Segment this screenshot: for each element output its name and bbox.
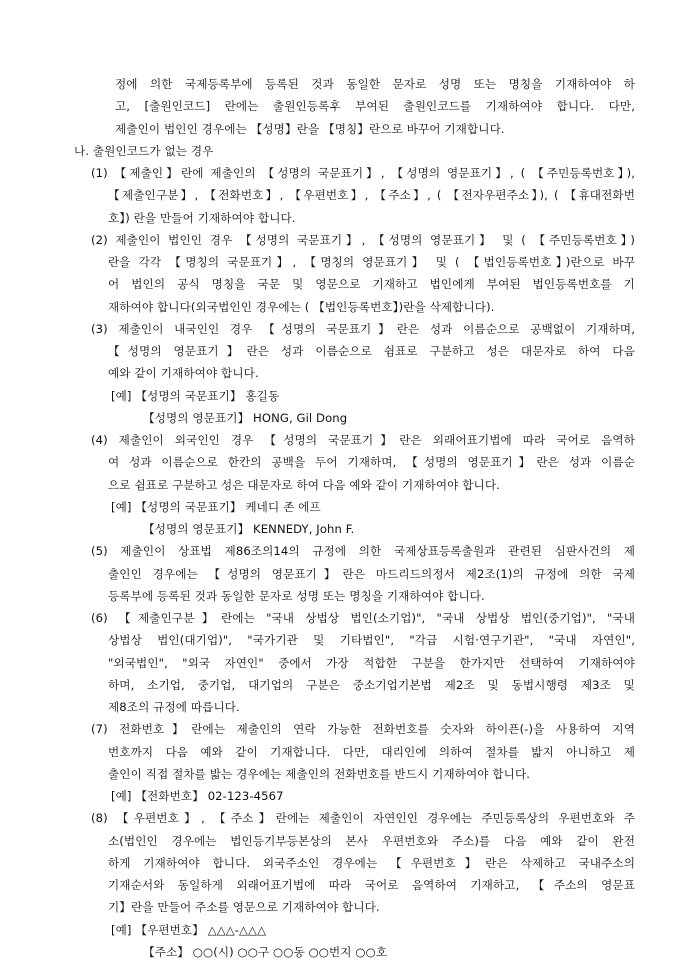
text-line: 출인인 경우에는 【성명의 영문표기】란은 마드리드의정서 제2조(1)의 규정에 의한 국제 — [108, 567, 635, 581]
example-line: 【주소】 ○○(시) ○○구 ○○동 ○○번지 ○○호 — [143, 945, 388, 959]
text-line: 상법상 법인(대기업)", "국가기관 및 기타법인", "각급 시험·연구기관", "국내 자연인", — [108, 633, 635, 647]
text-line: 어 법인의 공식 명칭을 국문 및 영문으로 기재하고 법인에게 부여된 법인등록번호를 기 — [108, 277, 635, 291]
text-line: 등록부에 등록된 것과 동일한 문자로 성명 또는 명칭을 기재하여야 합니다. — [108, 589, 485, 603]
text-line: 【성명의 영문표기】란은 성과 이름순으로 쉼표로 구분하고 성은 대문자로 하여 다음 — [108, 344, 635, 358]
text-line: 제8조의 규정에 따릅니다. — [108, 700, 240, 714]
text-line: (7) 전화번호】란에는 제출인의 연락 가능한 전화번호를 숫자와 하이픈(-)을 사용하여 지역 — [91, 722, 635, 736]
text-line: 예와 같이 기재하여야 합니다. — [108, 366, 259, 380]
text-line: 정에 의한 국제등록부에 등록된 것과 동일한 문자로 성명 또는 명칭을 기재하여야 하 — [115, 77, 635, 91]
text-line: 제출인이 법인인 경우에는 【성명】란을 【명칭】란으로 바꾸어 기재합니다. — [115, 122, 505, 136]
text-line: (1) 【제출인】란에 제출인의 【성명의 국문표기】, 【성명의 영문표기】, ( 【주민등록번호】), — [91, 166, 635, 180]
text-line: 재하여야 합니다(외국법인인 경우에는 ( 【법인등록번호】)란을 삭제합니다). — [108, 300, 495, 314]
example-line: [예] 【성명의 국문표기】 케네디 존 에프 — [111, 500, 321, 514]
example-line: [예] 【전화번호】 02-123-4567 — [111, 789, 284, 803]
section-heading: 나. 출원인코드가 없는 경우 — [74, 144, 214, 158]
text-line: (2) 제출인이 법인인 경우 【성명의 국문표기】, 【성명의 영문표기】 및 ( 【주민등록번호】) — [91, 233, 635, 247]
text-line: 여 성과 이름순으로 한칸의 공백을 두어 기재하며, 【성명의 영문표기】란은 성과 이름순 — [108, 455, 635, 469]
text-line: 번호까지 다음 예와 같이 기재합니다. 다만, 대리인에 의하여 절차를 밟지 아니하고 제 — [108, 745, 635, 759]
text-line: 기재순서와 동일하게 외래어표기법에 따라 국어로 음역하여 기재하고, 【주소의 영문표 — [108, 878, 635, 892]
example-line: 【성명의 영문표기】 KENNEDY, John F. — [143, 522, 355, 536]
text-line: 기】란을 만들어 주소를 영문으로 기재하여야 합니다. — [108, 900, 380, 914]
text-line: 출인이 직접 절차를 밟는 경우에는 제출인의 전화번호를 반드시 기재하여야 합니다. — [108, 767, 531, 781]
text-line: (8) 【우편번호】, 【주소】란에는 제출인이 자연인인 경우에는 주민등록상의 우편번호와 주 — [91, 811, 635, 825]
text-line: 【제출인구분】, 【전화번호】, 【우편번호】, 【주소】, ( 【전자우편주소】), ( 【휴대전화번 — [108, 188, 635, 202]
text-line: 소(법인인 경우에는 법인등기부등본상의 본사 우편번호와 주소)를 다음 예와 같이 완전 — [108, 834, 635, 848]
text-line: 으로 쉼표로 구분하고 성은 대문자로 하여 다음 예와 같이 기재하여야 합니다. — [108, 478, 500, 492]
text-line: (4) 제출인이 외국인인 경우 【성명의 국문표기】란은 외래어표기법에 따라 국어로 음역하 — [91, 433, 635, 447]
text-line: 하며, 소기업, 중기업, 대기업의 구분은 중소기업기본법 제2조 및 동법시행령 제3조 및 — [108, 678, 635, 692]
text-line: 고, [출원인코드] 란에는 출원인등록후 부여된 출원인코드를 기재하여야 합니다. 다만, — [115, 99, 635, 113]
example-line: [예] 【우편번호】 △△△-△△△ — [111, 923, 267, 937]
text-line: 호】) 란을 만들어 기재하여야 합니다. — [108, 211, 296, 225]
text-line: 란을 각각 【명칭의 국문표기】, 【명칭의 영문표기】 및 ( 【법인등록번호】)란으로 바꾸 — [108, 255, 635, 269]
text-line: (5) 제출인이 상표법 제86조의14의 규정에 의한 국제상표등록출원과 관련된 심판사건의 제 — [91, 544, 635, 558]
text-line: "외국법인", "외국 자연인" 중에서 가장 적합한 구분을 한가지만 선택하여 기재하여야 — [108, 656, 635, 670]
text-line: (3) 제출인이 내국인인 경우 【성명의 국문표기】란은 성과 이름순으로 공백없이 기재하며, — [91, 322, 635, 336]
text-line: (6) 【제출인구분】란에는 "국내 상법상 법인(소기업)", "국내 상법상 법인(중기업)", "국내 — [91, 611, 635, 625]
example-line: [예] 【성명의 국문표기】 홍길동 — [111, 389, 280, 403]
example-line: 【성명의 영문표기】 HONG, Gil Dong — [143, 411, 348, 425]
text-line: 하게 기재하여야 합니다. 외국주소인 경우에는 【우편번호】란은 삭제하고 국내주소의 — [108, 856, 635, 870]
